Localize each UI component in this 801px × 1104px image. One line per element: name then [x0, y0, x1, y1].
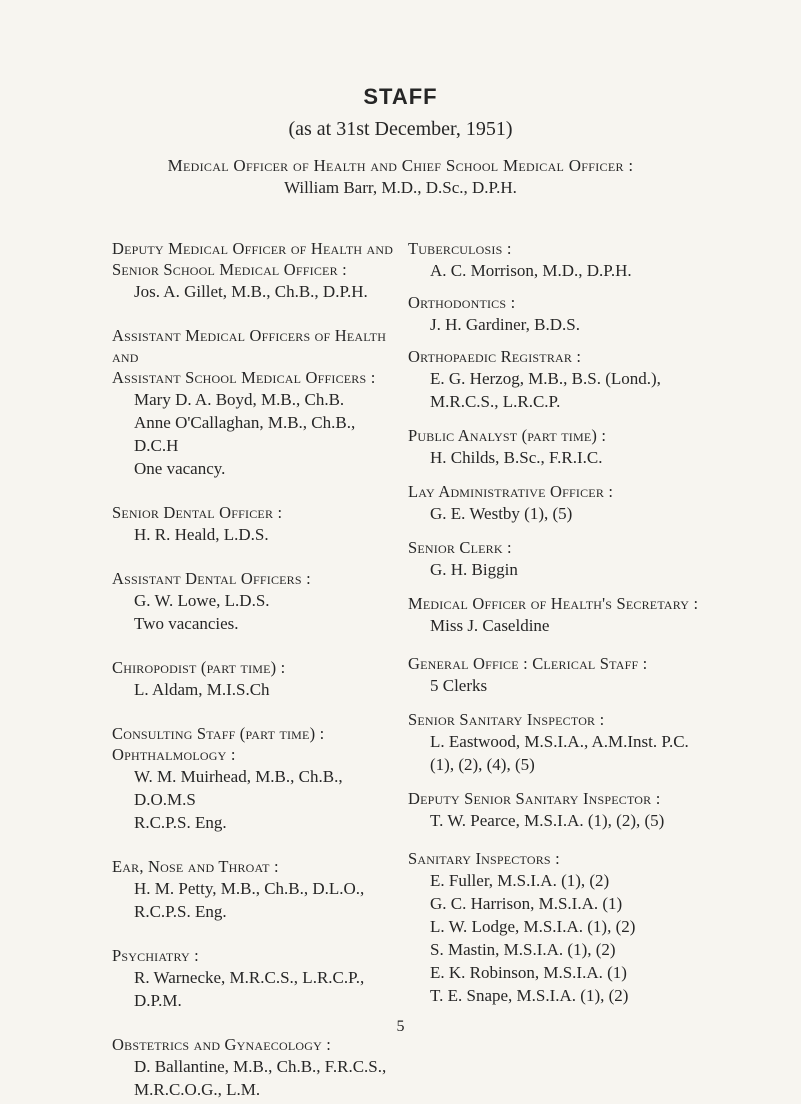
staff-entry: Two vacancies.	[134, 614, 239, 633]
staff-section-general-office-clerical-staff	[408, 653, 738, 697]
staff-entry: S. Mastin, M.S.I.A. (1), (2)	[430, 940, 616, 959]
staff-section-assistant-dental-officers	[112, 568, 402, 635]
section-heading: Psychiatry :	[112, 946, 199, 965]
staff-entry: D.P.M.	[134, 991, 182, 1010]
section-heading: Assistant Dental Officers :	[112, 569, 311, 588]
staff-entry: R.C.P.S. Eng.	[134, 813, 227, 832]
staff-entry: M.R.C.O.G., L.M.	[134, 1080, 261, 1099]
section-heading: Orthopaedic Registrar :	[408, 347, 582, 366]
staff-entry: E. Fuller, M.S.I.A. (1), (2)	[430, 871, 610, 890]
section-heading: Deputy Senior Sanitary Inspector :	[408, 789, 661, 808]
staff-entry: T. E. Snape, M.S.I.A. (1), (2)	[430, 986, 629, 1005]
staff-entry: Mary D. A. Boyd, M.B., Ch.B.	[134, 390, 345, 409]
staff-section-chiropodist-part-time	[112, 657, 402, 701]
staff-entry: G. W. Lowe, L.D.S.	[134, 591, 270, 610]
staff-section-lay-administrative-officer	[408, 481, 738, 525]
staff-section-public-analyst-part-time	[408, 425, 738, 469]
staff-entry: Jos. A. Gillet, M.B., Ch.B., D.P.H.	[134, 282, 368, 301]
page-title: STAFF	[363, 84, 438, 109]
staff-entry: G. E. Westby (1), (5)	[430, 504, 573, 523]
staff-entry: T. W. Pearce, M.S.I.A. (1), (2), (5)	[430, 811, 665, 830]
section-heading: Deputy Medical Officer of Health and	[112, 239, 394, 258]
section-heading: Consulting Staff (part time) :	[112, 724, 325, 743]
section-heading: Senior Sanitary Inspector :	[408, 710, 605, 729]
section-heading: Ear, Nose and Throat :	[112, 857, 279, 876]
page-number: 5	[396, 1018, 405, 1035]
right-column	[408, 238, 738, 1007]
staff-entry: H. Childs, B.Sc., F.R.I.C.	[430, 448, 603, 467]
staff-section-medical-officer-of-health-s-secretary	[408, 593, 738, 637]
staff-section-orthopaedic-registrar	[408, 346, 738, 413]
staff-entry: L. Eastwood, M.S.I.A., A.M.Inst. P.C.	[430, 732, 689, 751]
section-heading: Obstetrics and Gynaecology :	[112, 1035, 332, 1054]
staff-section-ophthalmology	[112, 723, 402, 834]
section-heading: Sanitary Inspectors :	[408, 849, 560, 868]
staff-section-tuberculosis	[408, 238, 738, 282]
moh-heading: Medical Officer of Health and Chief School Medical Officer :	[167, 156, 634, 175]
section-heading: Assistant Medical Officers of Health and	[112, 326, 387, 366]
staff-section-orthodontics	[408, 292, 738, 336]
staff-section-ear-nose-and-throat	[112, 856, 402, 923]
staff-section-senior-clerk	[408, 537, 738, 581]
staff-entry: H. R. Heald, L.D.S.	[134, 525, 269, 544]
staff-entry: 5 Clerks	[430, 676, 488, 695]
staff-entry: W. M. Muirhead, M.B., Ch.B., D.O.M.S	[134, 767, 343, 809]
staff-section-assistant-school-medical-officers	[112, 325, 402, 480]
section-heading: General Office : Clerical Staff :	[408, 654, 648, 673]
section-heading: Lay Administrative Officer :	[408, 482, 614, 501]
staff-entry: One vacancy.	[134, 459, 226, 478]
section-heading: Medical Officer of Health's Secretary :	[408, 594, 699, 613]
staff-section-sanitary-inspectors	[408, 848, 738, 1007]
staff-entry: L. Aldam, M.I.S.Ch	[134, 680, 270, 699]
staff-entry: Anne O'Callaghan, M.B., Ch.B., D.C.H	[134, 413, 356, 455]
section-heading: Senior School Medical Officer :	[112, 260, 347, 279]
staff-entry: D. Ballantine, M.B., Ch.B., F.R.C.S.,	[134, 1057, 387, 1076]
section-heading: Assistant School Medical Officers :	[112, 368, 376, 387]
staff-entry: E. K. Robinson, M.S.I.A. (1)	[430, 963, 627, 982]
staff-entry: R.C.P.S. Eng.	[134, 902, 227, 921]
staff-entry: J. H. Gardiner, B.D.S.	[430, 315, 580, 334]
staff-section-obstetrics-and-gynaecology	[112, 1034, 402, 1101]
staff-entry: Miss J. Caseldine	[430, 616, 550, 635]
section-heading: Ophthalmology :	[112, 745, 236, 764]
section-heading: Orthodontics :	[408, 293, 516, 312]
staff-entry: R. Warnecke, M.R.C.S., L.R.C.P.,	[134, 968, 365, 987]
staff-entry: (1), (2), (4), (5)	[430, 755, 535, 774]
left-column	[112, 238, 402, 1101]
staff-section-psychiatry	[112, 945, 402, 1012]
section-heading: Senior Dental Officer :	[112, 503, 283, 522]
staff-entry: M.R.C.S., L.R.C.P.	[430, 392, 561, 411]
staff-entry: G. C. Harrison, M.S.I.A. (1)	[430, 894, 623, 913]
staff-entry: G. H. Biggin	[430, 560, 518, 579]
staff-entry: H. M. Petty, M.B., Ch.B., D.L.O.,	[134, 879, 365, 898]
section-heading: Public Analyst (part time) :	[408, 426, 607, 445]
staff-entry: A. C. Morrison, M.D., D.P.H.	[430, 261, 632, 280]
staff-entry: L. W. Lodge, M.S.I.A. (1), (2)	[430, 917, 636, 936]
section-heading: Senior Clerk :	[408, 538, 512, 557]
staff-section-senior-dental-officer	[112, 502, 402, 546]
section-heading: Chiropodist (part time) :	[112, 658, 286, 677]
page-subtitle: (as at 31st December, 1951)	[288, 118, 513, 140]
staff-section-senior-sanitary-inspector	[408, 709, 738, 776]
section-heading: Tuberculosis :	[408, 239, 512, 258]
staff-section-deputy-senior-sanitary-inspector	[408, 788, 738, 832]
staff-entry: E. G. Herzog, M.B., B.S. (Lond.),	[430, 369, 661, 388]
moh-name: William Barr, M.D., D.Sc., D.P.H.	[284, 178, 517, 197]
staff-section-senior-school-medical-officer	[112, 238, 402, 303]
